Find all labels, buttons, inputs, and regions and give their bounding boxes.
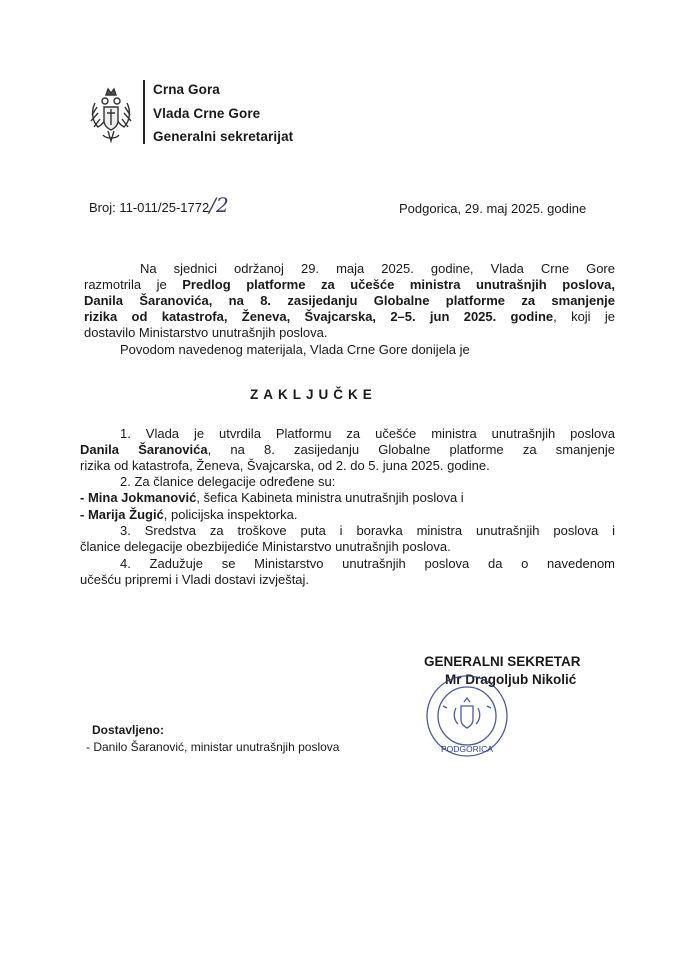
reference-number-text: Broj: 11-011/25-1772: [89, 200, 210, 215]
intro-line-2-text: razmotrila je: [84, 277, 183, 292]
conclusion-2-line-1: 2. Za članice delegacije određene su:: [120, 474, 336, 489]
conclusion-1-line-2-text: , na 8. zasijedanju Globalne platforme za smanjenje: [207, 442, 615, 457]
header-government: Vlada Crne Gore: [153, 106, 261, 121]
header-divider: [143, 80, 145, 144]
coat-of-arms-icon: [88, 85, 134, 145]
handwritten-suffix: /2: [209, 193, 229, 217]
header-department: Generalni sekretarijat: [153, 129, 294, 144]
intro-line-3-bold: Danila Šaranovića, na 8. zasijedanju Globalne platforme za smanjenje: [84, 293, 615, 308]
intro-line-3: [84, 293, 615, 308]
member-2-role: , policijska inspektorka.: [163, 507, 298, 522]
place-date: Podgorica, 29. maj 2025. godine: [399, 201, 587, 216]
conclusion-2-member-2: [80, 507, 297, 522]
intro-line-4: [84, 309, 615, 324]
signature-name: Mr Dragoljub Nikolić: [445, 672, 577, 687]
conclusion-3-line-2: članice delegacije obezbijediće Ministarstvo unutrašnjih poslova.: [80, 539, 451, 554]
conclusions-title: ZAKLJUČKE: [250, 387, 377, 402]
intro-line-1: Na sjednici održanoj 29. maja 2025. godine, Vlada Crne Gore: [140, 261, 615, 276]
conclusion-4-line-1: 4. Zadužuje se Ministarstvo unutrašnjih poslova da o navedenom: [120, 556, 615, 571]
intro-line-5: dostavilo Ministarstvo unutrašnjih poslova.: [84, 325, 328, 340]
member-1-role: , šefica Kabineta ministra unutrašnjih poslova i: [196, 490, 464, 505]
member-1-name: - Mina Jokmanović: [80, 490, 197, 505]
member-2-name: - Marija Žugić: [80, 507, 164, 522]
conclusion-4-line-2: učešću pripremi i Vladi dostavi izvještaj.: [80, 572, 310, 587]
conclusion-1-line-3: rizika od katastrofa, Ženeva, Švajcarska, od 2. do 5. juna 2025. godine.: [80, 458, 490, 473]
conclusion-3-line-1: 3. Sredstva za troškove puta i boravka ministra unutrašnjih poslova i: [120, 523, 615, 538]
reference-number: [89, 193, 229, 217]
conclusion-2-member-1: [80, 490, 464, 505]
intro-line-4-bold: rizika od katastrofa, Ženeva, Švajcarska, 2–5. jun 2025. godine: [84, 309, 554, 324]
header-country: Crna Gora: [153, 82, 220, 97]
official-stamp-icon: [423, 672, 511, 760]
conclusion-1-line-1: 1. Vlada je utvrdila Platformu za učešće ministra unutrašnjih poslova: [120, 426, 615, 441]
conclusion-1-line-2: [80, 442, 615, 457]
signature-role: GENERALNI SEKRETAR: [424, 654, 581, 669]
distribution-item: - Danilo Šaranović, ministar unutrašnjih poslova: [86, 740, 340, 754]
intro-line-2: [84, 277, 615, 292]
intro-paragraph-2: Povodom navedenog materijala, Vlada Crne Gore donijela je: [120, 342, 470, 357]
intro-line-4-text: , koji je: [553, 309, 615, 324]
distribution-label: Dostavljeno:: [92, 723, 165, 737]
stamp-city-text: PODGORICA: [441, 744, 493, 754]
conclusion-1-name: Danila Šaranovića: [80, 442, 208, 457]
intro-line-2-bold: Predlog platforme za učešće ministra unutrašnjih poslova,: [182, 277, 615, 292]
